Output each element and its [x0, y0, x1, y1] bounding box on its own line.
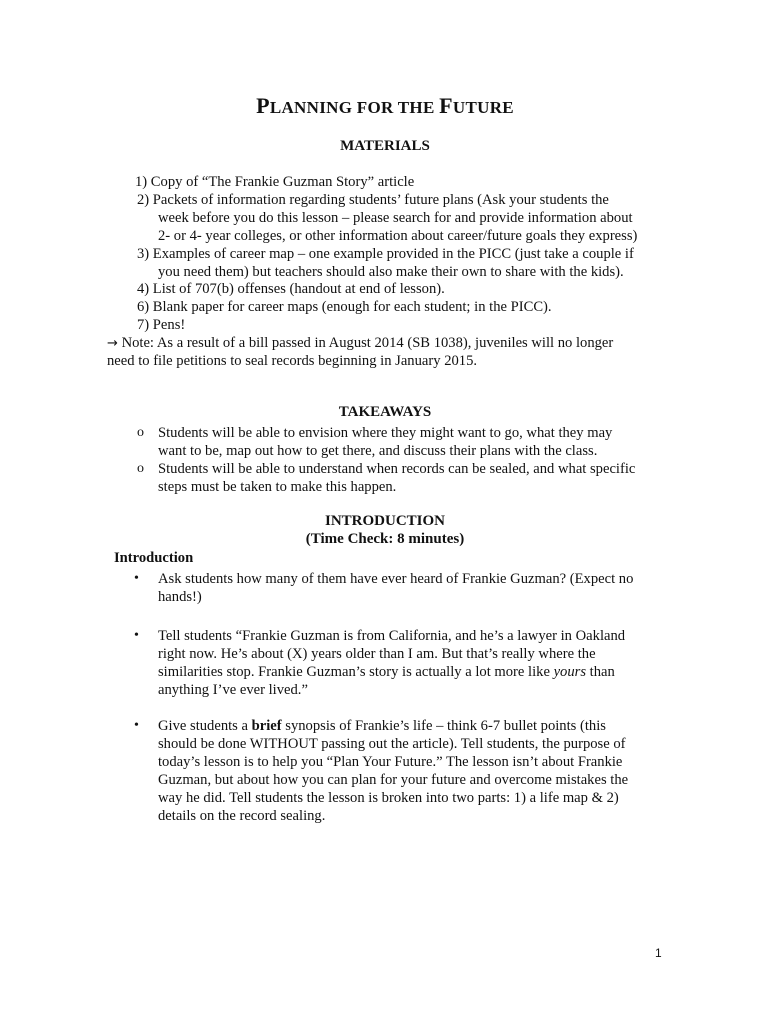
bullet-icon: • [134, 718, 139, 733]
time-check: (Time Check: 8 minutes) [305, 531, 465, 547]
bullet-icon: • [134, 628, 139, 643]
materials-item-cont: 2- or 4- year colleges, or other information about career/future goals they express) [158, 228, 638, 244]
materials-item: 6) Blank paper for career maps (enough for each student; in the PICC). [137, 299, 552, 315]
intro-bullet-item-cont: hands!) [158, 589, 202, 605]
materials-heading: MATERIALS [340, 138, 430, 154]
intro-bullet-item-cont: details on the record sealing. [158, 808, 326, 824]
intro-bullet-item-cont: similarities stop. Frankie Guzman’s story is actually a lot more like yours than [158, 664, 615, 680]
intro-bullet-item-cont: should be done WITHOUT passing out the article). Tell students, the purpose of [158, 736, 626, 752]
takeaway-item: Students will be able to understand when records can be sealed, and what specific [158, 461, 636, 477]
intro-bullet-item-cont: right now. He’s about (X) years older than I am. But that’s really where the [158, 646, 596, 662]
materials-item: 2) Packets of information regarding students’ future plans (Ask your students the [137, 192, 609, 208]
takeaway-item-cont: steps must be taken to make this happen. [158, 479, 397, 495]
intro-bullet-item: Tell students “Frankie Guzman is from California, and he’s a lawyer in Oakland [158, 628, 626, 644]
materials-note: → Note: As a result of a bill passed in August 2014 (SB 1038), juveniles will no longer [107, 335, 614, 351]
materials-item: 4) List of 707(b) offenses (handout at end of lesson). [137, 281, 445, 297]
page-number: 1 [655, 946, 662, 960]
arrow-right-icon: → [107, 336, 118, 351]
takeaways-heading: TAKEAWAYS [338, 404, 432, 420]
circle-bullet-icon: o [137, 425, 144, 440]
introduction-heading: INTRODUCTION [324, 513, 445, 529]
materials-item: 3) Examples of career map – one example provided in the PICC (just take a couple if [137, 246, 634, 262]
intro-bullet-item-cont: way he did. Tell students the lesson is broken into two parts: 1) a life map & 2) [158, 790, 619, 806]
introduction-subheading: Introduction [114, 550, 194, 566]
page-title: PLANNING FOR THE FUTURE [256, 93, 514, 118]
materials-note-cont: need to file petitions to seal records beginning in January 2015. [107, 353, 478, 369]
intro-bullet-item-cont: anything I’ve ever lived.” [158, 682, 308, 698]
takeaway-item: Students will be able to envision where they might want to go, what they may [158, 425, 613, 441]
intro-bullet-item-cont: today’s lesson is to help you “Plan Your Future.” The lesson isn’t about Frankie [158, 754, 623, 770]
bullet-icon: • [134, 571, 139, 586]
takeaway-item-cont: want to be, map out how to get there, and discuss their plans with the class. [158, 443, 598, 459]
materials-item-cont: week before you do this lesson – please search for and provide information about [158, 210, 633, 226]
intro-bullet-item: Give students a brief synopsis of Frankie’s life – think 6-7 bullet points (this [158, 718, 606, 734]
materials-item-cont: you need them) but teachers should also make their own to share with the kids). [158, 264, 624, 280]
materials-item: 7) Pens! [137, 317, 186, 333]
intro-bullet-item-cont: Guzman, but about how you can plan for your future and overcome mistakes the [158, 772, 629, 788]
circle-bullet-icon: o [137, 461, 144, 476]
materials-item: 1) Copy of “The Frankie Guzman Story” article [135, 174, 415, 190]
intro-bullet-item: Ask students how many of them have ever heard of Frankie Guzman? (Expect no [158, 571, 634, 587]
